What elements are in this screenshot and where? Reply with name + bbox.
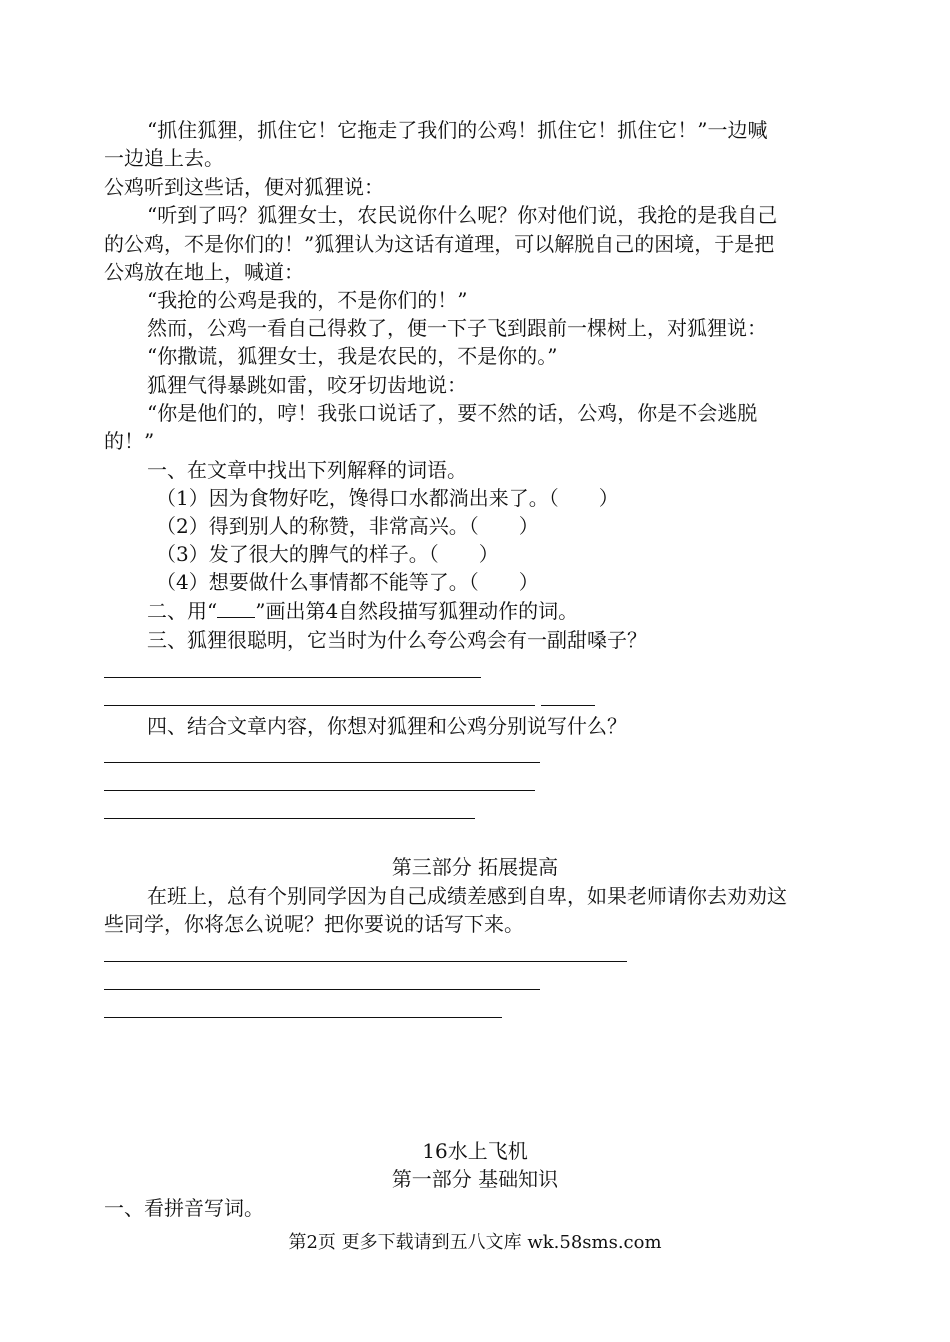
page-footer: 第2页 更多下载请到五八文库 wk.58sms.com [288, 1232, 662, 1253]
question-2-suffix: ”画出第4自然段描写狐狸动作的词。 [255, 599, 579, 623]
answer-line[interactable] [104, 961, 627, 962]
question-1-item: （1）因为食物好吃，馋得口水都淌出来了。（ ） [156, 486, 619, 510]
answer-line[interactable] [104, 705, 535, 706]
question-1-item: （2）得到别人的称赞，非常高兴。（ ） [156, 514, 539, 538]
question-4: 四、结合文章内容，你想对狐狸和公鸡分别说写什么？ [147, 714, 627, 738]
question-1: 一、在文章中找出下列解释的词语。 [147, 458, 467, 482]
story-line: “你撒谎，狐狸女士，我是农民的，不是你的。” [147, 344, 558, 368]
question-1-item: （3）发了很大的脾气的样子。（ ） [156, 542, 499, 566]
story-line: 一边追上去。 [104, 146, 224, 170]
story-line: 公鸡听到这些话，便对狐狸说： [104, 175, 384, 199]
story-line: “我抢的公鸡是我的，不是你们的！” [147, 288, 468, 312]
story-line: 公鸡放在地上，喊道： [104, 260, 304, 284]
answer-line[interactable] [104, 818, 475, 819]
question-2-prefix: 二、用“ [147, 599, 218, 623]
story-line: “听到了吗？狐狸女士，农民说你什么呢？你对他们说，我抢的是我自己 [147, 203, 778, 227]
exercise-heading: 一、看拼音写词。 [104, 1196, 264, 1220]
answer-line[interactable] [104, 677, 481, 678]
lesson-title: 16水上飞机 [422, 1139, 528, 1163]
story-line: “你是他们的，哼！我张口说话了，要不然的话，公鸡，你是不会逃脱 [147, 401, 758, 425]
story-line: 然而，公鸡一看自己得救了，便一下子飞到跟前一棵树上，对狐狸说： [147, 316, 767, 340]
answer-line[interactable] [104, 989, 540, 990]
answer-line[interactable] [104, 790, 535, 791]
answer-line[interactable] [104, 762, 540, 763]
question-3: 三、狐狸很聪明，它当时为什么夸公鸡会有一副甜嗓子？ [147, 628, 647, 652]
answer-line[interactable] [541, 705, 595, 706]
story-line: 的！” [104, 429, 155, 453]
underline-sample [217, 599, 255, 618]
question-2 [147, 597, 578, 625]
question-1-item: （4）想要做什么事情都不能等了。（ ） [156, 570, 539, 594]
section-heading: 第三部分 拓展提高 [391, 855, 559, 879]
answer-line[interactable] [104, 1017, 502, 1018]
story-line: 的公鸡，不是你们的！”狐狸认为这话有道理，可以解脱自己的困境，于是把 [104, 232, 775, 256]
story-line: 狐狸气得暴跳如雷，咬牙切齿地说： [147, 373, 467, 397]
section-heading: 第一部分 基础知识 [391, 1167, 559, 1191]
prompt-line: 在班上，总有个别同学因为自己成绩差感到自卑，如果老师请你去劝劝这 [147, 884, 787, 908]
prompt-line: 些同学，你将怎么说呢？把你要说的话写下来。 [104, 912, 524, 936]
story-line: “抓住狐狸，抓住它！它拖走了我们的公鸡！抓住它！抓住它！”一边喊 [147, 118, 768, 142]
